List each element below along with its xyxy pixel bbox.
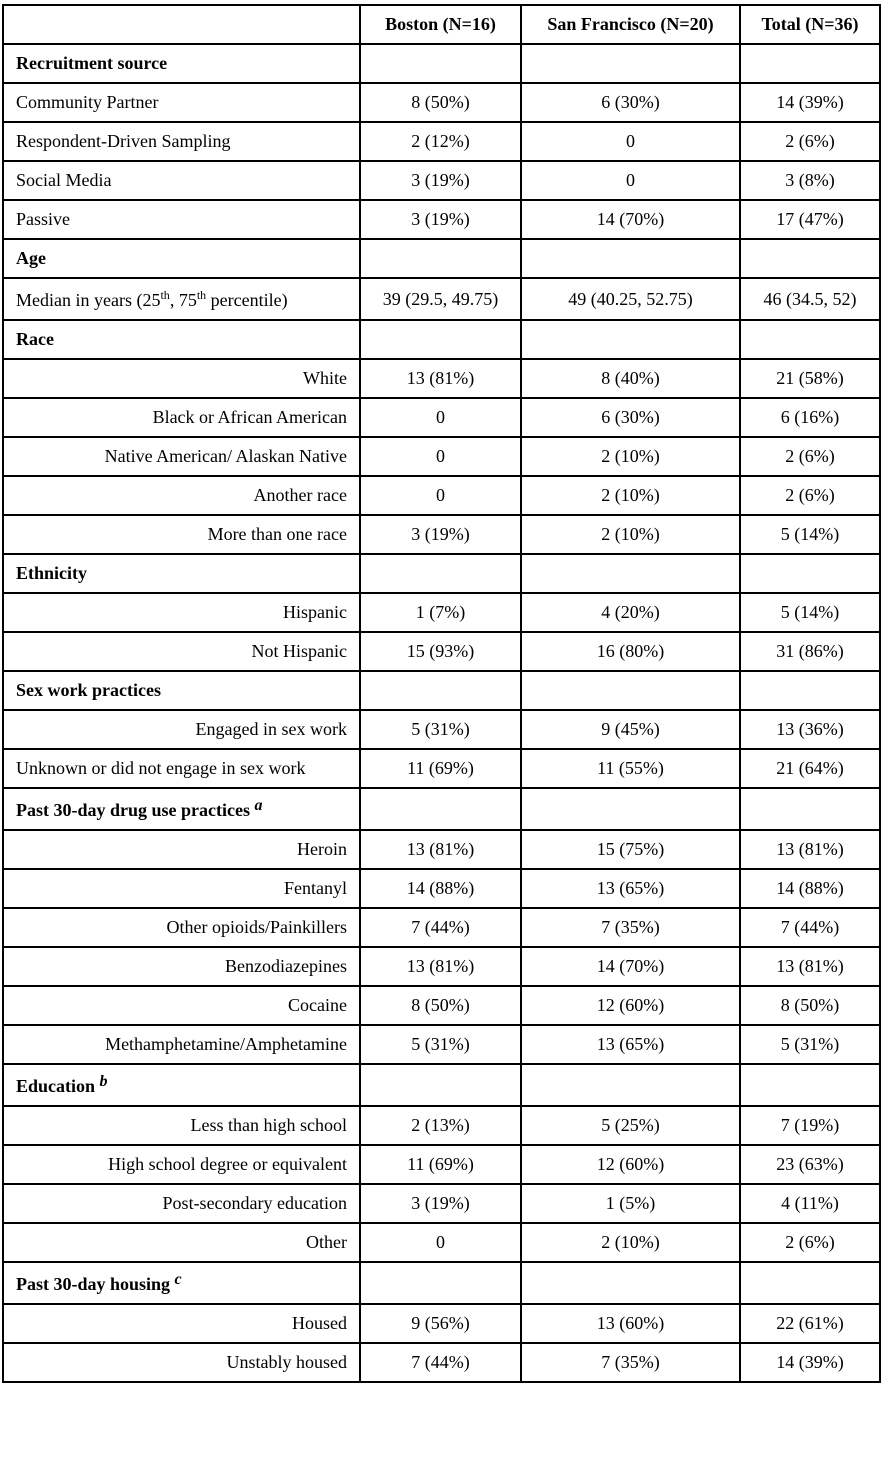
section-row bbox=[3, 554, 880, 593]
section-label: Past 30-day drug use practices bbox=[16, 800, 250, 820]
section-row bbox=[3, 671, 880, 710]
row-label: Unknown or did not engage in sex work bbox=[3, 749, 360, 788]
san-francisco-value: 7 (35%) bbox=[521, 908, 740, 947]
row-label: Another race bbox=[3, 476, 360, 515]
label-text: , 75 bbox=[169, 289, 197, 310]
row-label: Engaged in sex work bbox=[3, 710, 360, 749]
row-label: Post-secondary education bbox=[3, 1184, 360, 1223]
table-row bbox=[3, 398, 880, 437]
row-label: Other bbox=[3, 1223, 360, 1262]
total-value: 13 (81%) bbox=[740, 830, 880, 869]
section-row bbox=[3, 1262, 880, 1304]
section-label: Sex work practices bbox=[16, 680, 161, 700]
table-row bbox=[3, 749, 880, 788]
footnote-marker: b bbox=[99, 1073, 108, 1090]
row-label: Heroin bbox=[3, 830, 360, 869]
san-francisco-value: 1 (5%) bbox=[521, 1184, 740, 1223]
total-value: 14 (39%) bbox=[740, 1343, 880, 1382]
empty-cell bbox=[521, 1262, 740, 1304]
total-value: 13 (81%) bbox=[740, 947, 880, 986]
table-row bbox=[3, 515, 880, 554]
empty-cell bbox=[740, 1262, 880, 1304]
san-francisco-value: 7 (35%) bbox=[521, 1343, 740, 1382]
boston-value: 1 (7%) bbox=[360, 593, 521, 632]
section-header bbox=[3, 320, 360, 359]
boston-value: 5 (31%) bbox=[360, 1025, 521, 1064]
san-francisco-value: 13 (65%) bbox=[521, 869, 740, 908]
empty-cell bbox=[521, 554, 740, 593]
boston-value: 39 (29.5, 49.75) bbox=[360, 278, 521, 320]
label-text: percentile) bbox=[206, 289, 288, 310]
total-value: 2 (6%) bbox=[740, 437, 880, 476]
boston-value: 14 (88%) bbox=[360, 869, 521, 908]
row-label: Methamphetamine/Amphetamine bbox=[3, 1025, 360, 1064]
row-label: Cocaine bbox=[3, 986, 360, 1025]
section-header bbox=[3, 554, 360, 593]
row-label: Housed bbox=[3, 1304, 360, 1343]
empty-cell bbox=[360, 788, 521, 830]
table-row bbox=[3, 1343, 880, 1382]
table-row bbox=[3, 437, 880, 476]
san-francisco-value: 12 (60%) bbox=[521, 1145, 740, 1184]
row-label: Passive bbox=[3, 200, 360, 239]
table-row bbox=[3, 122, 880, 161]
boston-value: 8 (50%) bbox=[360, 986, 521, 1025]
boston-value: 2 (13%) bbox=[360, 1106, 521, 1145]
table-row bbox=[3, 947, 880, 986]
total-value: 5 (31%) bbox=[740, 1025, 880, 1064]
boston-value: 9 (56%) bbox=[360, 1304, 521, 1343]
table-row bbox=[3, 476, 880, 515]
row-label: High school degree or equivalent bbox=[3, 1145, 360, 1184]
boston-value: 3 (19%) bbox=[360, 1184, 521, 1223]
san-francisco-value: 16 (80%) bbox=[521, 632, 740, 671]
total-value: 23 (63%) bbox=[740, 1145, 880, 1184]
section-row bbox=[3, 239, 880, 278]
table-row bbox=[3, 200, 880, 239]
empty-cell bbox=[360, 239, 521, 278]
table-row bbox=[3, 1184, 880, 1223]
row-label: Community Partner bbox=[3, 83, 360, 122]
total-value: 6 (16%) bbox=[740, 398, 880, 437]
boston-value: 13 (81%) bbox=[360, 359, 521, 398]
age-median-label bbox=[3, 278, 360, 320]
san-francisco-value: 11 (55%) bbox=[521, 749, 740, 788]
san-francisco-value: 14 (70%) bbox=[521, 947, 740, 986]
san-francisco-value: 4 (20%) bbox=[521, 593, 740, 632]
boston-value: 8 (50%) bbox=[360, 83, 521, 122]
section-header bbox=[3, 239, 360, 278]
table-row bbox=[3, 908, 880, 947]
san-francisco-value: 13 (65%) bbox=[521, 1025, 740, 1064]
total-value: 5 (14%) bbox=[740, 515, 880, 554]
san-francisco-value: 2 (10%) bbox=[521, 437, 740, 476]
boston-value: 5 (31%) bbox=[360, 710, 521, 749]
section-label: Ethnicity bbox=[16, 563, 88, 583]
san-francisco-value: 14 (70%) bbox=[521, 200, 740, 239]
table-row bbox=[3, 593, 880, 632]
boston-value: 7 (44%) bbox=[360, 908, 521, 947]
row-label: Native American/ Alaskan Native bbox=[3, 437, 360, 476]
empty-cell bbox=[521, 44, 740, 83]
boston-value: 0 bbox=[360, 1223, 521, 1262]
total-value: 14 (88%) bbox=[740, 869, 880, 908]
empty-cell bbox=[360, 44, 521, 83]
empty-cell bbox=[360, 1262, 521, 1304]
total-value: 22 (61%) bbox=[740, 1304, 880, 1343]
total-value: 4 (11%) bbox=[740, 1184, 880, 1223]
header-boston: Boston (N=16) bbox=[360, 5, 521, 44]
san-francisco-value: 6 (30%) bbox=[521, 83, 740, 122]
section-row bbox=[3, 44, 880, 83]
total-value: 7 (19%) bbox=[740, 1106, 880, 1145]
table-row bbox=[3, 1223, 880, 1262]
row-label: Benzodiazepines bbox=[3, 947, 360, 986]
row-label: Hispanic bbox=[3, 593, 360, 632]
boston-value: 13 (81%) bbox=[360, 830, 521, 869]
section-row bbox=[3, 320, 880, 359]
section-header bbox=[3, 1064, 360, 1106]
section-label: Race bbox=[16, 329, 54, 349]
boston-value: 0 bbox=[360, 398, 521, 437]
san-francisco-value: 2 (10%) bbox=[521, 476, 740, 515]
san-francisco-value: 6 (30%) bbox=[521, 398, 740, 437]
san-francisco-value: 12 (60%) bbox=[521, 986, 740, 1025]
empty-cell bbox=[360, 671, 521, 710]
total-value: 14 (39%) bbox=[740, 83, 880, 122]
boston-value: 3 (19%) bbox=[360, 161, 521, 200]
row-label: Unstably housed bbox=[3, 1343, 360, 1382]
san-francisco-value: 15 (75%) bbox=[521, 830, 740, 869]
san-francisco-value: 49 (40.25, 52.75) bbox=[521, 278, 740, 320]
table-row bbox=[3, 869, 880, 908]
san-francisco-value: 2 (10%) bbox=[521, 515, 740, 554]
table-row bbox=[3, 278, 880, 320]
total-value: 21 (58%) bbox=[740, 359, 880, 398]
header-total: Total (N=36) bbox=[740, 5, 880, 44]
table-row bbox=[3, 710, 880, 749]
section-label: Education bbox=[16, 1076, 96, 1096]
boston-value: 0 bbox=[360, 437, 521, 476]
empty-cell bbox=[360, 320, 521, 359]
section-row bbox=[3, 788, 880, 830]
table-row bbox=[3, 632, 880, 671]
empty-cell bbox=[740, 671, 880, 710]
san-francisco-value: 2 (10%) bbox=[521, 1223, 740, 1262]
total-value: 21 (64%) bbox=[740, 749, 880, 788]
empty-cell bbox=[740, 788, 880, 830]
total-value: 13 (36%) bbox=[740, 710, 880, 749]
total-value: 31 (86%) bbox=[740, 632, 880, 671]
total-value: 17 (47%) bbox=[740, 200, 880, 239]
total-value: 2 (6%) bbox=[740, 122, 880, 161]
footnote-marker: a bbox=[254, 797, 263, 814]
san-francisco-value: 8 (40%) bbox=[521, 359, 740, 398]
san-francisco-value: 0 bbox=[521, 161, 740, 200]
table-body bbox=[3, 44, 880, 1382]
table-row bbox=[3, 1025, 880, 1064]
superscript-text: th bbox=[160, 287, 170, 302]
header-row bbox=[3, 5, 880, 44]
boston-value: 11 (69%) bbox=[360, 749, 521, 788]
empty-cell bbox=[740, 1064, 880, 1106]
san-francisco-value: 0 bbox=[521, 122, 740, 161]
boston-value: 15 (93%) bbox=[360, 632, 521, 671]
empty-cell bbox=[740, 554, 880, 593]
row-label: White bbox=[3, 359, 360, 398]
empty-cell bbox=[740, 44, 880, 83]
row-label: Other opioids/Painkillers bbox=[3, 908, 360, 947]
row-label: Less than high school bbox=[3, 1106, 360, 1145]
row-label: More than one race bbox=[3, 515, 360, 554]
boston-value: 7 (44%) bbox=[360, 1343, 521, 1382]
boston-value: 3 (19%) bbox=[360, 515, 521, 554]
table-row bbox=[3, 986, 880, 1025]
total-value: 2 (6%) bbox=[740, 476, 880, 515]
boston-value: 3 (19%) bbox=[360, 200, 521, 239]
empty-cell bbox=[521, 671, 740, 710]
total-value: 8 (50%) bbox=[740, 986, 880, 1025]
section-header bbox=[3, 788, 360, 830]
boston-value: 2 (12%) bbox=[360, 122, 521, 161]
boston-value: 0 bbox=[360, 476, 521, 515]
section-header bbox=[3, 1262, 360, 1304]
total-value: 2 (6%) bbox=[740, 1223, 880, 1262]
table-row bbox=[3, 830, 880, 869]
empty-cell bbox=[521, 1064, 740, 1106]
empty-cell bbox=[360, 1064, 521, 1106]
empty-cell bbox=[740, 320, 880, 359]
header-label-cell bbox=[3, 5, 360, 44]
section-header bbox=[3, 44, 360, 83]
total-value: 5 (14%) bbox=[740, 593, 880, 632]
boston-value: 13 (81%) bbox=[360, 947, 521, 986]
table-row bbox=[3, 83, 880, 122]
table-row bbox=[3, 161, 880, 200]
row-label: Social Media bbox=[3, 161, 360, 200]
empty-cell bbox=[360, 554, 521, 593]
total-value: 7 (44%) bbox=[740, 908, 880, 947]
row-label: Black or African American bbox=[3, 398, 360, 437]
section-header bbox=[3, 671, 360, 710]
superscript-text: th bbox=[196, 287, 207, 302]
table-row bbox=[3, 1145, 880, 1184]
section-row bbox=[3, 1064, 880, 1106]
table-row bbox=[3, 1304, 880, 1343]
section-label: Age bbox=[16, 248, 46, 268]
table-row bbox=[3, 359, 880, 398]
empty-cell bbox=[740, 239, 880, 278]
demographics-table bbox=[2, 4, 881, 1383]
total-value: 3 (8%) bbox=[740, 161, 880, 200]
label-text: Median in years (25 bbox=[16, 289, 161, 310]
header-san-francisco: San Francisco (N=20) bbox=[521, 5, 740, 44]
row-label: Not Hispanic bbox=[3, 632, 360, 671]
san-francisco-value: 13 (60%) bbox=[521, 1304, 740, 1343]
section-label: Recruitment source bbox=[16, 53, 168, 73]
table-row bbox=[3, 1106, 880, 1145]
empty-cell bbox=[521, 239, 740, 278]
row-label: Fentanyl bbox=[3, 869, 360, 908]
row-label: Respondent-Driven Sampling bbox=[3, 122, 360, 161]
boston-value: 11 (69%) bbox=[360, 1145, 521, 1184]
empty-cell bbox=[521, 320, 740, 359]
footnote-marker: c bbox=[174, 1271, 182, 1288]
san-francisco-value: 9 (45%) bbox=[521, 710, 740, 749]
empty-cell bbox=[521, 788, 740, 830]
san-francisco-value: 5 (25%) bbox=[521, 1106, 740, 1145]
section-label: Past 30-day housing bbox=[16, 1274, 171, 1294]
total-value: 46 (34.5, 52) bbox=[740, 278, 880, 320]
